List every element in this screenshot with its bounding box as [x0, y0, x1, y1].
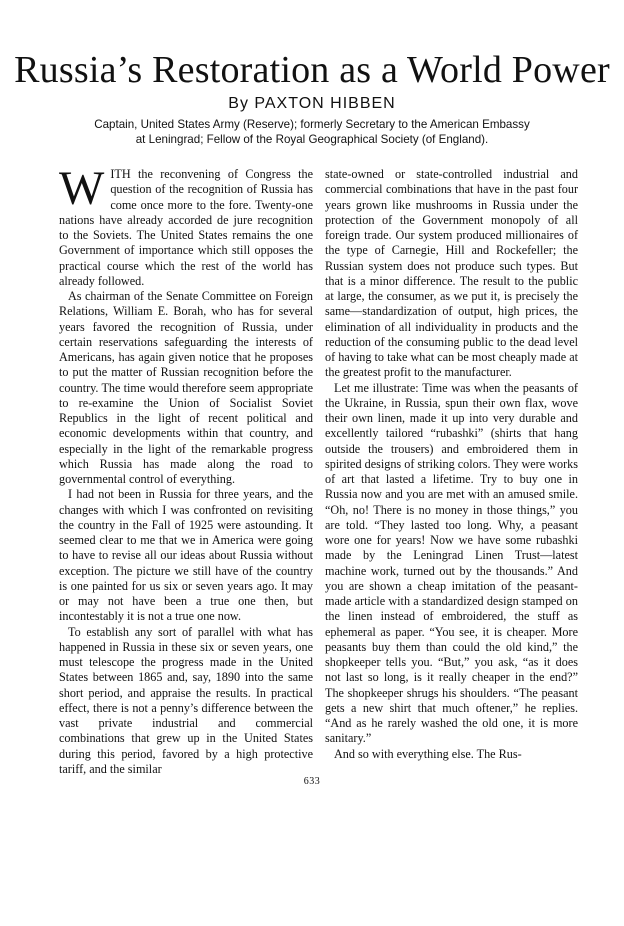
paragraph: Let me illustrate: Time was when the peasants of the Ukraine, in Russia, spun their own flax, wove their own linen, made it up into very durable and excellently tailored “rubashki” (shirts that hang outside the trousers) and embroidered them in spirited designs of striking colors. They were works of art that lasted a lifetime. Try to buy one in Russia now and you are met with an amused smile. “Oh, no! There is no money in those things,” you are told. “They lasted too long. Why, a peasant wore one for years! Now we have some rubashki made by the Leningrad Linen Trust—latest machine work, turned out by the thousands.” And you are shown a cheap imitation of the peasant-made article with a standardized design stamped on the linen instead of embroidered, the stuff as ephemeral as paper. “You see, it is cheaper. More peasants buy them than could the old kind,” the shopkeeper tells you. “But,” you ask, “as it does not last so long, is it really cheaper in the end?” The shopkeeper shrugs his shoulders. “The peasant gets a new shirt that much oftener,” he replies. “And as he rarely washed the old one, it is more sanitary.” [325, 380, 578, 746]
page-number: 633 [303, 776, 321, 787]
right-column [325, 167, 578, 762]
paragraph: state-owned or state-controlled industrial and commercial combinations that have in the past four years grown like mushrooms in Russia under the protection of the Government monopoly of all foreign trade. Our system produced millionaires of the type of Carnegie, Hill and Rockefeller; the Russian system does not produce such types. But that is a minor difference. The result to the public at large, the consumer, as we put it, is precisely the same—standardization of output, high prices, the elimination of all individuality in products and the reduction of the consuming public to the dead level of having to take what can be most cheaply made at the greatest profit to the manufacturer. [325, 167, 578, 380]
credentials-line: Captain, United States Army (Reserve); formerly Secretary to the American Embassy [94, 118, 530, 131]
article-title: Russia’s Restoration as a World Power [14, 49, 610, 91]
paragraph [59, 162, 313, 289]
left-column [59, 162, 313, 777]
paragraph: To establish any sort of parallel with what has happened in Russia in these six or seven years, one must telescope the progress made in the United States between 1865 and, say, 1890 into the same short period, and appraise the results. In practical effect, there is not a penny’s difference between the vast private industrial and commercial combinations that grew up in the United States during this period, favored by a high protective tariff, and the similar [59, 624, 313, 776]
paragraph: I had not been in Russia for three years, and the changes with which I was confronted on revisiting the country in the Fall of 1925 were astounding. It seemed clear to me that we in America were going to have to revise all our ideas about Russia without exception. The picture we still have of the country is one painted for us six or seven years ago. It may or may not have been a true one then, but incontestably it is not a true one now. [59, 487, 313, 624]
paragraph: As chairman of the Senate Committee on Foreign Relations, William E. Borah, who has for several years favored the recognition of Russia, under certain reservations safeguarding the interests of Americans, has again given notice that he proposes to put the matter of Russian recognition before the country. The time would therefore seem appropriate to re-examine the Union of Socialist Soviet Republics in the light of recent political and economic developments within that country, and especially in the light of the remarkable progress which Russia has made along the road to governmental control of everything. [59, 289, 313, 486]
author-credentials [0, 117, 624, 147]
paragraph-text: ITH the reconvening of Congress the question of the recognition of Russia has come once more to the fore. Twenty-one nations have already accorded de jure recognition to the Soviets. The United States remains the one Government of importance which still opposes the practical course which the rest of the world has already followed. [59, 167, 313, 288]
paragraph: And so with everything else. The Rus- [334, 746, 522, 761]
author-byline: By PAXTON HIBBEN [228, 95, 396, 112]
drop-cap: W [59, 162, 105, 215]
credentials-line: at Leningrad; Fellow of the Royal Geographical Society (of England). [135, 133, 489, 146]
